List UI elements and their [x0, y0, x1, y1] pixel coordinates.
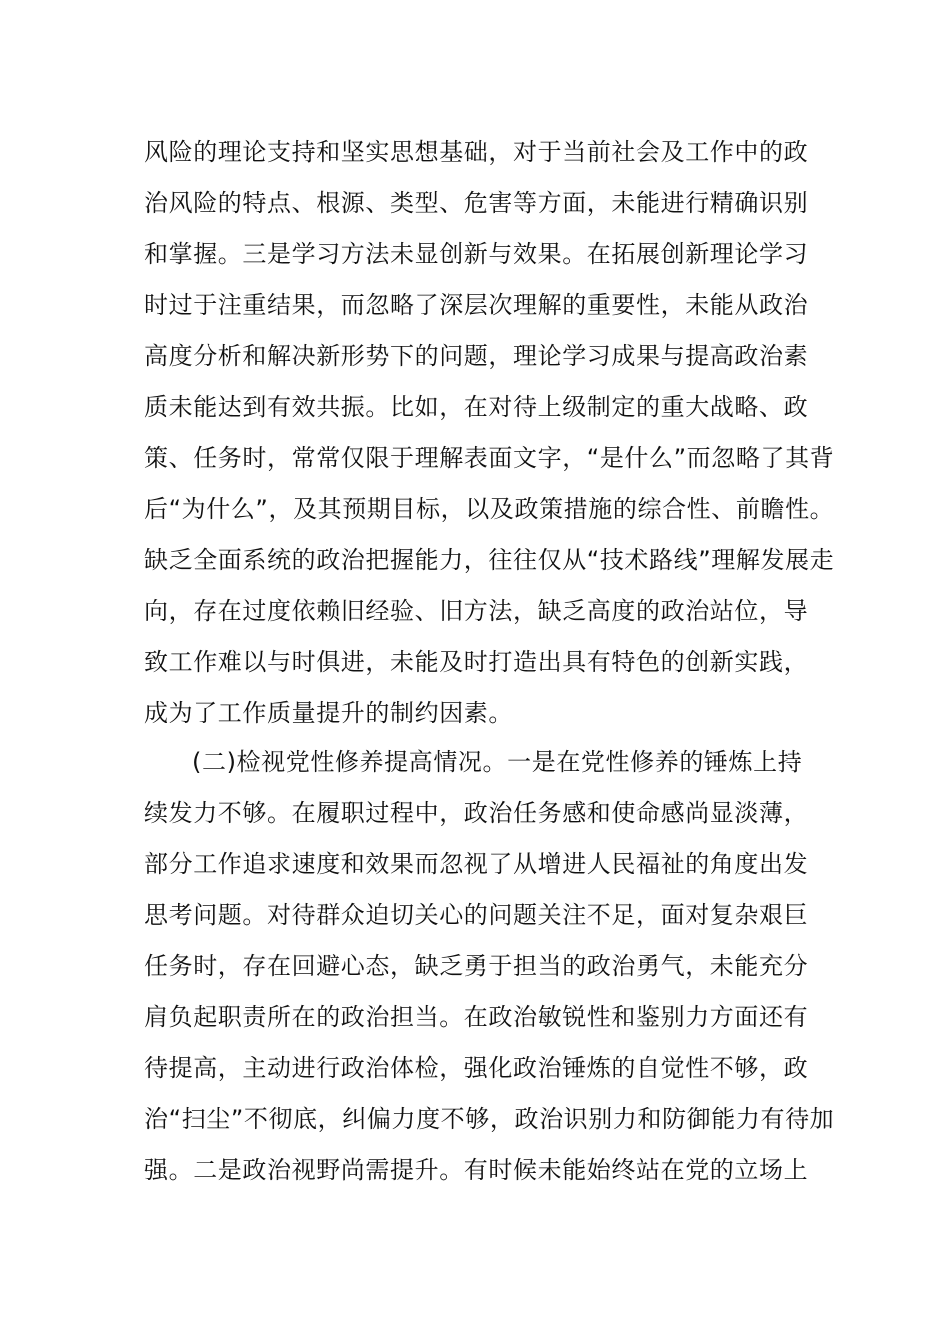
paragraph-line: 缺乏全面系统的政治把握能力，往往仅从“技术路线”理解发展走 [144, 546, 835, 574]
paragraph-line: 部分工作追求速度和效果而忽视了从增进人民福祉的角度出发 [144, 850, 809, 878]
paragraph-line: 治风险的特点、根源、类型、危害等方面，未能进行精确识别 [144, 189, 809, 217]
section-heading-line: (二)检视党性修养提高情况。一是在党性修养的锤炼上持 [192, 748, 803, 776]
paragraph-line: 治“扫尘”不彻底，纠偏力度不够，政治识别力和防御能力有待加 [144, 1105, 835, 1133]
paragraph-line: 向，存在过度依赖旧经验、旧方法，缺乏高度的政治站位，导 [144, 597, 809, 625]
paragraph-line: 风险的理论支持和坚实思想基础，对于当前社会及工作中的政 [144, 138, 809, 166]
paragraph-line: 后“为什么”，及其预期目标，以及政策措施的综合性、前瞻性。 [144, 495, 835, 523]
paragraph-2 [144, 737, 835, 1196]
paragraph-line: 肩负起职责所在的政治担当。在政治敏锐性和鉴别力方面还有 [144, 1003, 809, 1031]
paragraph-line: 策、任务时，常常仅限于理解表面文字，“是什么”而忽略了其背 [144, 444, 835, 472]
paragraph-line: 强。二是政治视野尚需提升。有时候未能始终站在党的立场上 [144, 1156, 809, 1184]
paragraph-line: 续发力不够。在履职过程中，政治任务感和使命感尚显淡薄， [144, 799, 809, 827]
paragraph-line: 任务时，存在回避心态，缺乏勇于担当的政治勇气，未能充分 [144, 952, 809, 980]
paragraph-line: 致工作难以与时俱进，未能及时打造出具有特色的创新实践， [144, 648, 809, 676]
paragraph-line: 和掌握。三是学习方法未显创新与效果。在拓展创新理论学习 [144, 240, 809, 268]
paragraph-1 [144, 127, 835, 739]
paragraph-line: 思考问题。对待群众迫切关心的问题关注不足，面对复杂艰巨 [144, 901, 809, 929]
paragraph-line: 成为了工作质量提升的制约因素。 [144, 699, 513, 727]
paragraph-line: 时过于注重结果，而忽略了深层次理解的重要性，未能从政治 [144, 291, 809, 319]
paragraph-line: 质未能达到有效共振。比如，在对待上级制定的重大战略、政 [144, 393, 809, 421]
paragraph-line: 待提高，主动进行政治体检，强化政治锤炼的自觉性不够，政 [144, 1054, 809, 1082]
paragraph-line: 高度分析和解决新形势下的问题，理论学习成果与提高政治素 [144, 342, 809, 370]
